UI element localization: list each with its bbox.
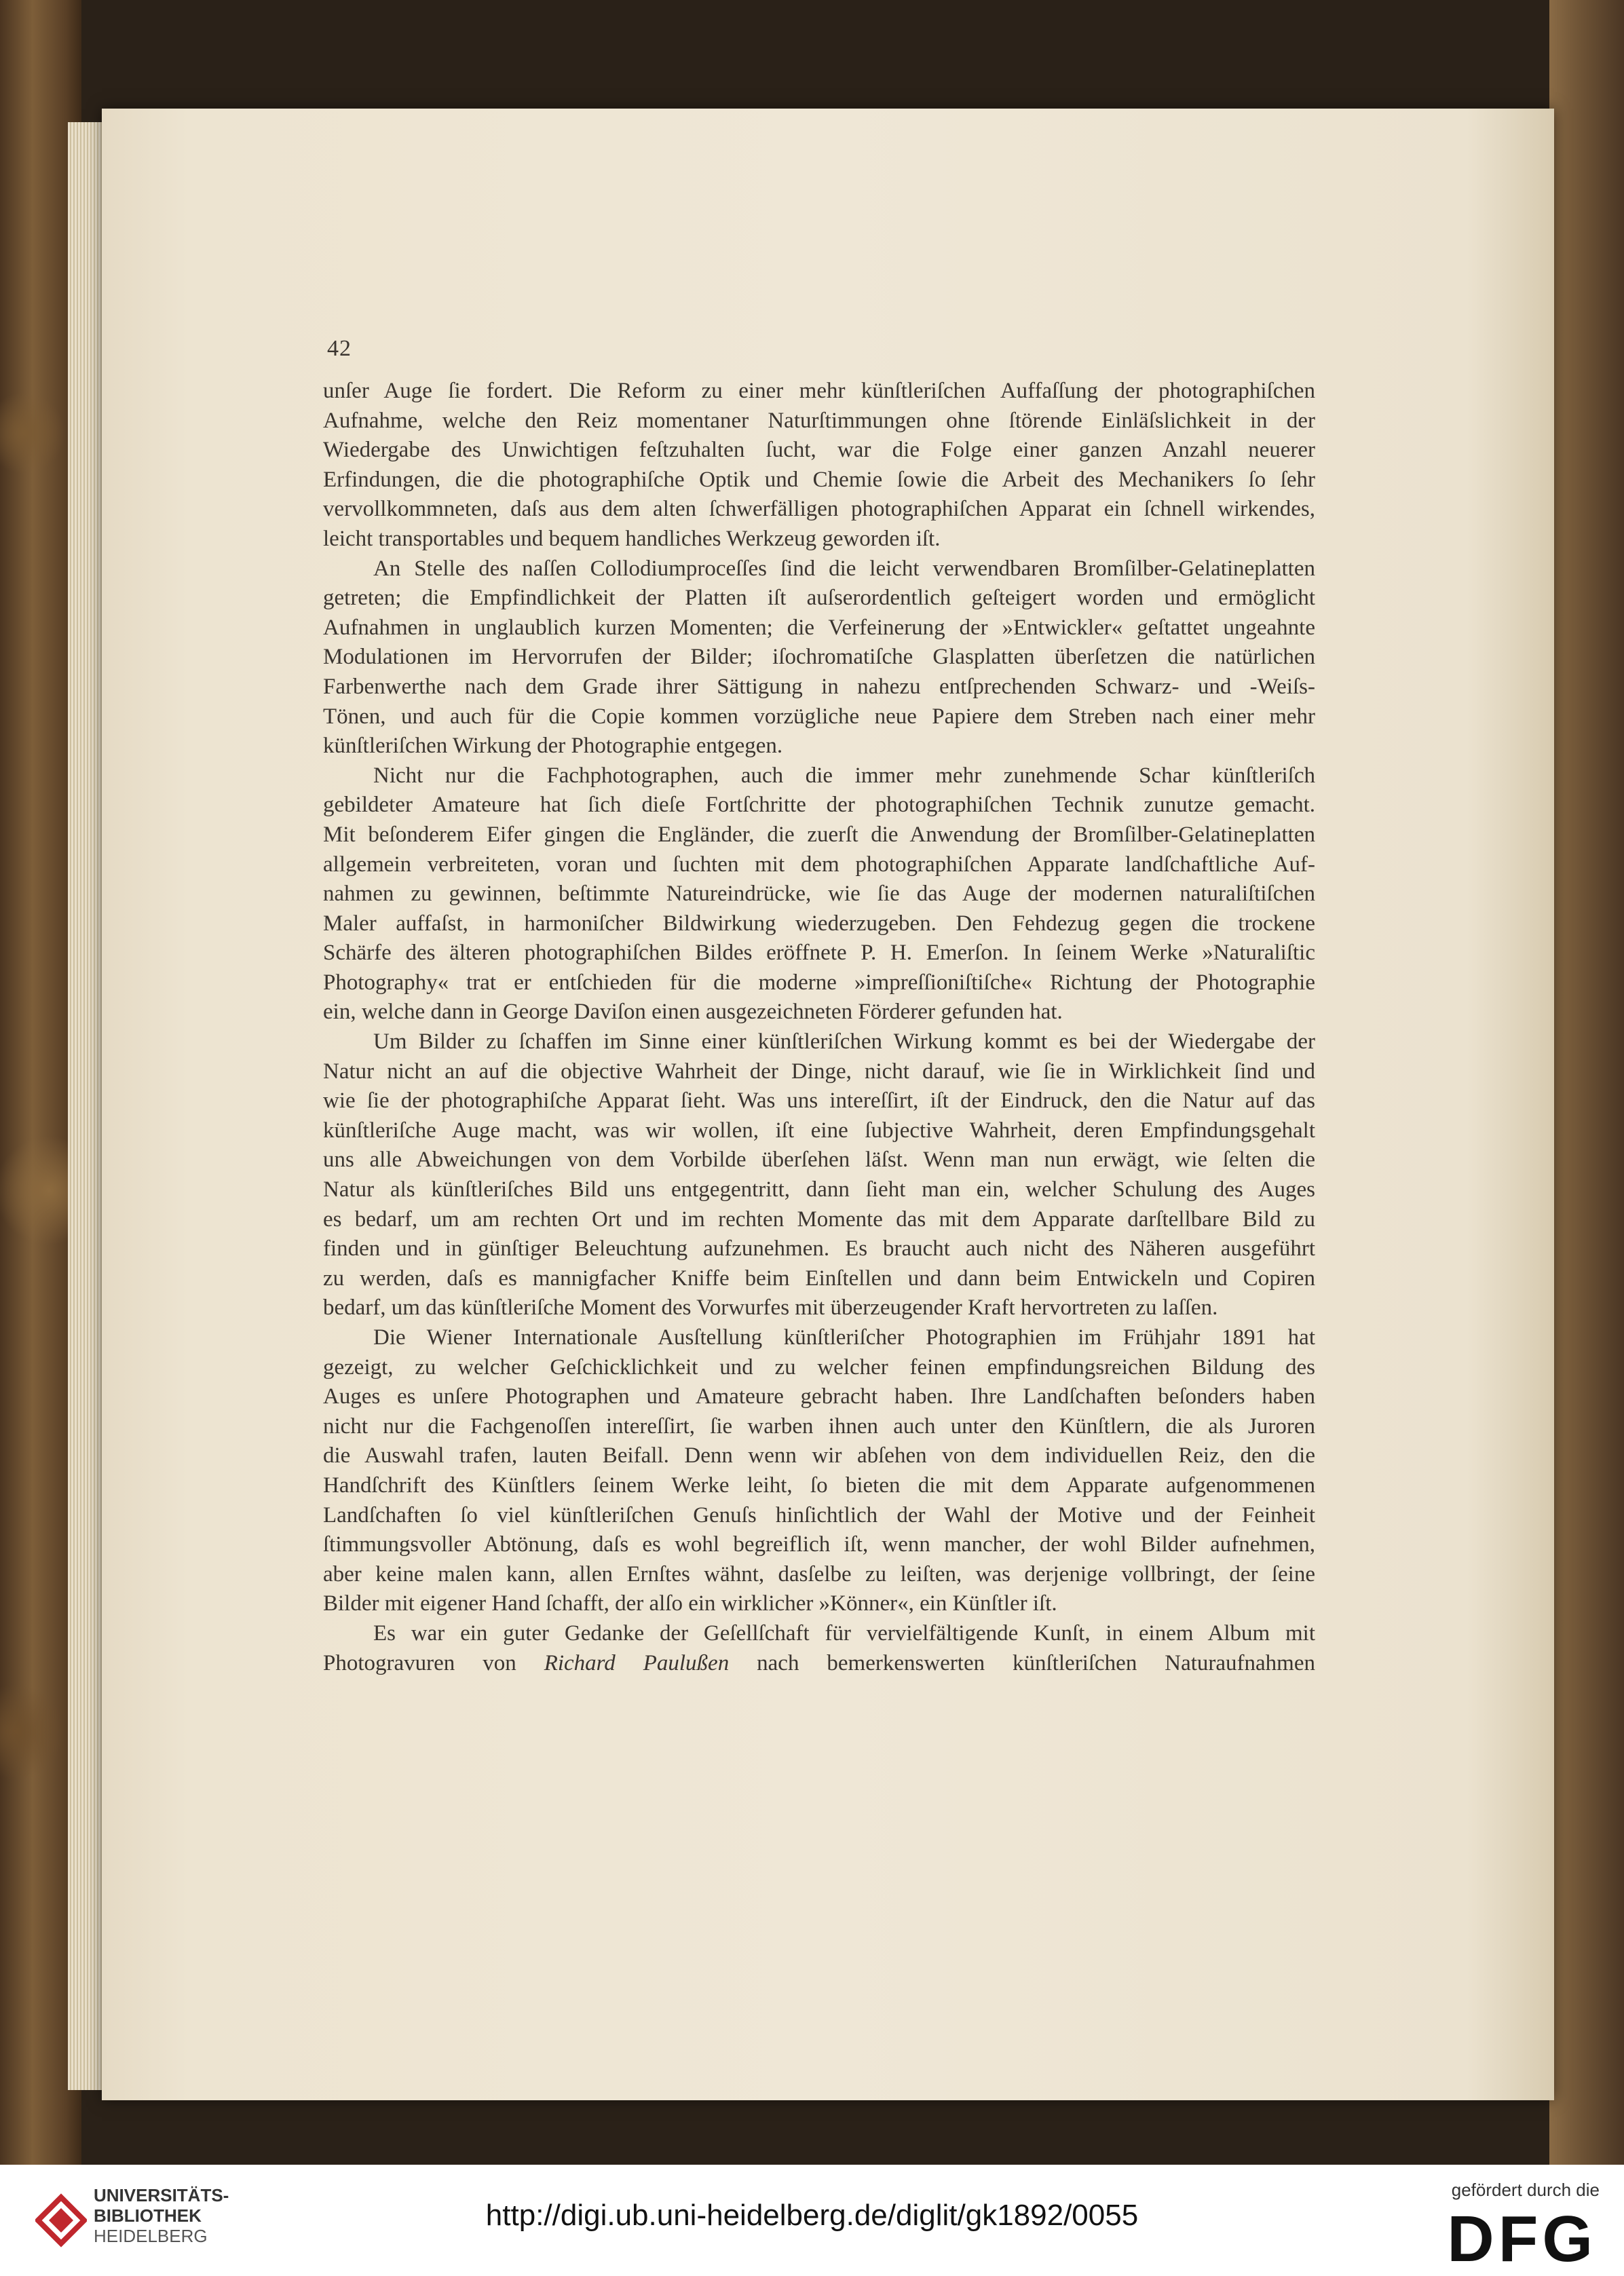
text-line: nicht nur die Fachgenoſſen intereſſirt, ſie warben ihnen auch unter den Künſtlern, die als Juroren <box>323 1414 1315 1439</box>
text-line: ſtimmungsvoller Abtönung, daſs es wohl begreiflich iſt, wenn mancher, der wohl Bilder aufnehmen, <box>323 1532 1315 1557</box>
text-line: Mit beſonderem Eifer gingen die Engländer, die zuerſt die Anwendung der Bromſilber-Gelatineplatten <box>323 822 1315 847</box>
text-line: Natur als künſtleriſches Bild uns entgegentritt, dann ſieht man ein, welcher Schulung des Auges <box>323 1177 1315 1202</box>
text-line: Handſchrift des Künſtlers ſeinem Werke leiht, ſo bieten die mit dem Apparate aufgenommenen <box>323 1473 1315 1498</box>
text-segment: Photogravuren von <box>323 1650 544 1675</box>
text-line: die Auswahl trafen, lauten Beifall. Denn wenn wir abſehen von dem individuellen Reiz, den die <box>323 1443 1315 1468</box>
text-line: unſer Auge ſie fordert. Die Reform zu einer mehr künſtleriſchen Auffaſſung der photographiſchen <box>323 379 1315 403</box>
text-line: Um Bilder zu ſchaffen im Sinne einer künſtleriſchen Wirkung kommt es bei der Wiedergabe der <box>373 1029 1315 1055</box>
text-line: gezeigt, zu welcher Geſchicklichkeit und zu welcher feinen empfindungsreichen Bildung des <box>323 1354 1315 1380</box>
text-line: Natur nicht an auf die objective Wahrheit der Dinge, nicht darauf, wie ſie in Wirklichkeit ſind und <box>323 1059 1315 1084</box>
library-name-line-1: UNIVERSITÄTS- <box>94 2185 229 2205</box>
text-line: ein, welche dann in George Daviſon einen ausgezeichneten Förderer gefunden hat. <box>323 1000 1063 1025</box>
right-cover-edge <box>1549 0 1624 2165</box>
funded-by-label: gefördert durch die <box>1451 2180 1600 2200</box>
text-line: getreten; die Empfindlichkeit der Platten iſt auſserordentlich geſteigert worden und ermöglicht <box>323 586 1315 611</box>
text-line: künſtleriſche Auge macht, was wir wollen, iſt eine ſubjective Wahrheit, deren Empfindungsgehalt <box>323 1118 1315 1143</box>
text-line: Auges es unſere Photographen und Amateure gebracht haben. Ihre Landſchaften beſonders haben <box>323 1384 1315 1409</box>
library-name-line-2: BIBLIOTHEK <box>94 2205 202 2226</box>
text-line: künſtleriſchen Wirkung der Photographie entgegen. <box>323 734 783 759</box>
text-segment: nach bemerkenswerten künſtleriſchen Naturaufnahmen <box>729 1650 1315 1675</box>
text-line: Aufnahme, welche den Reiz momentaner Naturſtimmungen ohne ſtörende Einläſslichkeit in der <box>323 408 1315 433</box>
page-number: 42 <box>327 336 352 361</box>
text-line: Landſchaften ſo viel künſtleriſchen Genuſs hinſichtlich der Wahl der Motive und der Feinheit <box>323 1502 1315 1528</box>
text-line: vervollkommneten, daſs aus dem alten ſchwerfälligen photographiſchen Apparat ein ſchnell wirkendes, <box>323 497 1315 522</box>
text-line: Nicht nur die Fachphotographen, auch die immer mehr zunehmende Schar künſtleriſch <box>373 763 1315 788</box>
text-line: bedarf, um das künſtleriſche Moment des Vorwurfes mit überzeugender Kraft hervortreten zu laſſen. <box>323 1295 1218 1321</box>
text-line: wie ſie der photographiſche Apparat ſieht. Was uns intereſſirt, iſt der Eindruck, den die Natur auf das <box>323 1088 1315 1114</box>
dfg-logo: DFG <box>1447 2203 1597 2275</box>
text-line: Die Wiener Internationale Ausſtellung künſtleriſcher Photographien im Frühjahr 1891 hat <box>373 1325 1315 1350</box>
text-line <box>323 1649 1315 1679</box>
text-line: An Stelle des naſſen Collodiumproceſſes ſind die leicht verwendbaren Bromſilber-Gelatineplatten <box>373 556 1315 581</box>
text-line: Es war ein guter Gedanke der Geſellſchaft für vervielfältigende Kunſt, in einem Album mit <box>373 1620 1315 1646</box>
document-url-link[interactable]: http://digi.ub.uni-heidelberg.de/diglit/gk1892/0055 <box>485 2199 1139 2232</box>
text-line: aber keine malen kann, allen Ernſtes wähnt, dasſelbe zu leiſten, was derjenige vollbringt, der ſeine <box>323 1561 1315 1587</box>
text-line: nahmen zu gewinnen, beſtimmte Natureindrücke, wie ſie das Auge der modernen naturaliſtiſchen <box>323 881 1315 907</box>
viewer-footer <box>0 2165 1624 2276</box>
text-line: Erfindungen, die die photographiſche Optik und Chemie ſowie die Arbeit des Mechanikers ſo ſehr <box>323 467 1315 492</box>
text-line: Farbenwerthe nach dem Grade ihrer Sättigung in nahezu entſprechenden Schwarz- und -Weiſs- <box>323 674 1315 699</box>
library-name-line-3: HEIDELBERG <box>94 2226 208 2246</box>
text-line: gebildeter Amateure hat ſich dieſe Fortſchritte der photographiſchen Technik zunutze gemacht. <box>323 793 1315 818</box>
text-line: Modulationen im Hervorrufen der Bilder; iſochromatiſche Glasplatten überſetzen die natürlichen <box>323 645 1315 670</box>
text-line: Photography« trat er entſchieden für die moderne »impreſſioniſtiſche« Richtung der Photographie <box>323 970 1315 995</box>
text-line: zu werden, daſs es mannigfacher Kniffe beim Einſtellen und dann beim Entwickeln und Copiren <box>323 1266 1315 1291</box>
text-line: allgemein verbreiteten, voran und ſuchten mit dem photographiſchen Apparate landſchaftliche Auf- <box>323 852 1315 877</box>
text-line: leicht transportables und bequem handliches Werkzeug geworden iſt. <box>323 526 941 551</box>
text-line: Bilder mit eigener Hand ſchafft, der alſo ein wirklicher »Könner«, ein Künſtler iſt. <box>323 1591 1057 1616</box>
text-line: Aufnahmen in unglaublich kurzen Momenten; die Verfeinerung der »Entwickler« geſtattet ungeahnte <box>323 615 1315 640</box>
text-line: es bedarf, um am rechten Ort und im rechten Momente das mit dem Apparate darſtellbare Bild zu <box>323 1207 1315 1232</box>
text-line: Maler auffaſst, in harmoniſcher Bildwirkung wiederzugeben. Den Fehdezug gegen die trockene <box>323 911 1315 936</box>
text-line: Tönen, und auch für die Copie kommen vorzügliche neue Papiere dem Streben nach einer mehr <box>323 704 1315 729</box>
text-line: Schärfe des älteren photographiſchen Bildes eröffnete P. H. Emerſon. In ſeinem Werke »Naturaliſtic <box>323 941 1315 966</box>
author-name-italic: Richard Paulußen <box>544 1650 730 1675</box>
text-line: uns alle Abweichungen von dem Vorbilde überſehen läſst. Wenn man nun erwägt, wie ſelten die <box>323 1148 1315 1173</box>
text-line: finden und in günſtiger Beleuchtung aufzunehmen. Es braucht auch nicht des Näheren ausgeführt <box>323 1236 1315 1262</box>
body-text <box>323 377 1315 1678</box>
text-line: Wiedergabe des Unwichtigen feſtzuhalten ſucht, war die Folge einer ganzen Anzahl neuerer <box>323 438 1315 463</box>
